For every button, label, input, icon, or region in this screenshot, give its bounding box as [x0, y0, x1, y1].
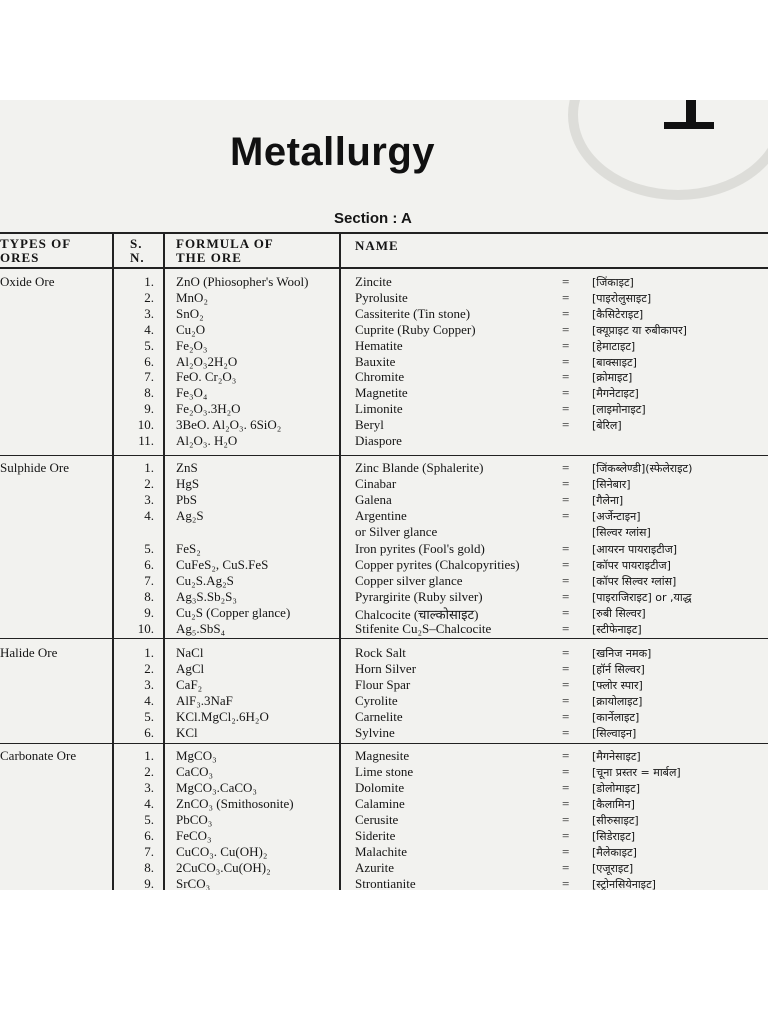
ore-name: Copper pyrites (Chalcopyrities): [355, 556, 520, 572]
ore-name-hindi: [कैलामिन]: [592, 798, 635, 811]
serial-number: 2.: [144, 289, 154, 305]
equals-sign: =: [562, 748, 570, 763]
serial-number: 11.: [138, 433, 154, 448]
serial-number: 7.: [144, 844, 154, 859]
ore-name: Iron pyrites (Fool's gold): [355, 540, 485, 556]
ore-name: Limonite: [355, 401, 403, 417]
equals-sign: =: [562, 876, 570, 890]
ore-name: Magnesite: [355, 748, 410, 763]
ore-name: Cyrolite: [355, 693, 398, 708]
ore-name-hindi: [हॉर्न सिल्वर]: [592, 663, 645, 676]
serial-number: 8.: [144, 385, 154, 401]
ore-formula: CaCO₃: [176, 764, 214, 779]
equals-sign: =: [562, 725, 570, 740]
equals-sign: =: [562, 645, 570, 660]
ore-name-hindi: [जिंकाइट]: [592, 276, 634, 289]
ore-formula: Al₂O₃. H₂O: [176, 433, 238, 448]
ore-formula: PbS: [176, 492, 197, 508]
equals-sign: =: [562, 764, 570, 779]
ore-formula: 3BeO. Al₂O₃. 6SiO₂: [176, 417, 282, 433]
ore-name-hindi: [खनिज नमक]: [592, 647, 652, 660]
ore-name: or Silver glance: [355, 524, 438, 540]
ore-name-hindi: [कॉपर पायराइटीज]: [592, 558, 671, 572]
ore-category-label: Sulphide Ore: [0, 460, 69, 475]
serial-number: 6.: [144, 725, 154, 740]
ore-name-hindi: [सिल्वर ग्लांस]: [592, 526, 651, 540]
ore-formula: HgS: [176, 476, 200, 492]
ore-name-hindi: [बाक्साइट]: [592, 355, 637, 369]
ore-name: Sylvine: [355, 725, 395, 740]
ore-name-hindi: [डोलोमाइट]: [592, 782, 640, 795]
equals-sign: =: [562, 321, 570, 337]
equals-sign: =: [562, 476, 570, 492]
ore-category-label: Oxide Ore: [0, 274, 55, 289]
equals-sign: =: [562, 677, 570, 692]
ore-name-hindi: [सीरुसाइट]: [592, 814, 639, 827]
equals-sign: =: [562, 812, 570, 827]
ore-formula: Cu₂S (Copper glance): [176, 604, 291, 620]
serial-number: 3.: [144, 492, 154, 508]
column-divider: [163, 232, 165, 890]
table-header-rule: [0, 267, 768, 269]
ore-formula: KCl.MgCl₂.6H₂O: [176, 709, 269, 724]
ore-formula: Cu₂S.Ag₂S: [176, 572, 234, 588]
ore-name: Magnetite: [355, 385, 408, 401]
ore-name: Pyrolusite: [355, 289, 408, 305]
ore-name-hindi: [पाइराजिराइट] or ,याद्ध: [592, 590, 692, 604]
serial-number: 5.: [144, 337, 154, 353]
ore-name: Dolomite: [355, 780, 405, 795]
equals-sign: =: [562, 780, 570, 795]
equals-sign: =: [562, 693, 570, 708]
column-divider: [112, 232, 114, 890]
ore-name: Lime stone: [355, 764, 414, 779]
ore-name: Beryl: [355, 417, 384, 433]
ore-name-hindi: [लाइमोनाइट]: [592, 403, 646, 417]
ore-name-hindi: [मैगनेसाइट]: [592, 750, 641, 763]
serial-number: 6.: [144, 556, 154, 572]
ore-name: Stifenite Cu₂S–Chalcocite: [355, 621, 492, 636]
ore-formula: Fe₃O₄: [176, 385, 208, 401]
ore-name-hindi: [हेमाटाइट]: [592, 339, 636, 353]
ore-name-hindi: [फ्लोर स्पार]: [592, 679, 643, 692]
equals-sign: =: [562, 860, 570, 875]
ore-formula: FeO. Cr₂O₃: [176, 369, 237, 385]
serial-number: 1.: [144, 748, 154, 763]
equals-sign: =: [562, 417, 570, 433]
serial-number: 2.: [144, 661, 154, 676]
ore-name-hindi: [सिनेबार]: [592, 478, 631, 492]
ore-formula: Cu₂O: [176, 321, 206, 337]
equals-sign: =: [562, 460, 570, 475]
ore-name-hindi: [कॉपर सिल्वर ग्लांस]: [592, 574, 677, 588]
equals-sign: =: [562, 353, 570, 369]
section-heading: Section : A: [334, 210, 412, 227]
table-top-rule: [0, 232, 768, 234]
equals-sign: =: [562, 828, 570, 843]
ore-formula: KCl: [176, 725, 198, 740]
serial-number: 5.: [144, 709, 154, 724]
serial-number: 2.: [144, 764, 154, 779]
serial-number: 5.: [144, 540, 154, 556]
equals-sign: =: [562, 709, 570, 724]
ore-category-label: Halide Ore: [0, 645, 58, 660]
ore-formula: CaF₂: [176, 677, 203, 692]
ore-name: Calamine: [355, 796, 405, 811]
serial-number: 4.: [144, 508, 154, 524]
equals-sign: =: [562, 508, 570, 524]
equals-sign: =: [562, 661, 570, 676]
ore-name: Azurite: [355, 860, 394, 875]
ore-name-hindi: [स्ट्रोनसियेनाइट]: [592, 878, 656, 890]
ore-name: Malachite: [355, 844, 407, 859]
equals-sign: =: [562, 401, 570, 417]
ore-formula: SrCO₃: [176, 876, 211, 890]
equals-sign: =: [562, 572, 570, 588]
ore-name: Zincite: [355, 274, 392, 289]
ore-formula: ZnS: [176, 460, 198, 475]
ore-name: Chalcocite (चाल्कोसाइट): [355, 606, 479, 622]
equals-sign: =: [562, 305, 570, 321]
serial-number: 4.: [144, 693, 154, 708]
ore-name: Cerusite: [355, 812, 399, 827]
chapter-number-mark: [664, 100, 714, 130]
group-separator: [0, 638, 768, 639]
ore-name-hindi: [एजूराइट]: [592, 862, 634, 875]
header-formula: FORMULA OF THE ORE: [176, 236, 274, 265]
equals-sign: =: [562, 337, 570, 353]
serial-number: 3.: [144, 780, 154, 795]
serial-number: 5.: [144, 812, 154, 827]
serial-number: 4.: [144, 796, 154, 811]
ore-name-hindi: [स्टीफेनाइट]: [592, 623, 642, 636]
serial-number: 4.: [144, 321, 154, 337]
ore-name-hindi: [मैलेकाइट]: [592, 846, 637, 859]
ore-name: Cinabar: [355, 476, 397, 492]
ore-name: Copper silver glance: [355, 572, 463, 588]
page-title: Metallurgy: [230, 130, 436, 174]
header-name: NAME: [355, 238, 399, 253]
ore-formula: 2CuCO₃.Cu(OH)₂: [176, 860, 271, 875]
ore-formula: AgCl: [176, 661, 205, 676]
equals-sign: =: [562, 289, 570, 305]
ore-name-hindi: [चूना प्रस्तर = मार्बल]: [592, 766, 681, 779]
serial-number: 10.: [137, 621, 154, 636]
ore-name: Galena: [355, 492, 392, 508]
serial-number: 8.: [144, 588, 154, 604]
ore-name-hindi: [सिल्वाइन]: [592, 727, 637, 740]
serial-number: 7.: [144, 572, 154, 588]
ore-formula: Fe₂O₃: [176, 337, 208, 353]
ore-name: Flour Spar: [355, 677, 411, 692]
serial-number: 9.: [144, 876, 154, 890]
ore-formula: NaCl: [176, 645, 204, 660]
ore-name-hindi: [क्रोमाइट]: [592, 371, 633, 385]
ore-name: Hematite: [355, 337, 403, 353]
ore-name-hindi: [पाइरोलुसाइट]: [592, 291, 652, 305]
ore-name: Carnelite: [355, 709, 403, 724]
ore-name-hindi: [अर्जेन्टाइन]: [592, 510, 641, 524]
group-separator: [0, 455, 768, 456]
group-separator: [0, 743, 768, 744]
equals-sign: =: [562, 796, 570, 811]
equals-sign: =: [562, 369, 570, 385]
ore-name: Diaspore: [355, 433, 402, 448]
ore-formula: ZnO (Phiosopher's Wool): [176, 274, 309, 289]
equals-sign: =: [562, 385, 570, 401]
serial-number: 1.: [144, 645, 154, 660]
header-types: TYPES OF ORES: [0, 236, 72, 265]
ore-formula: FeCO₃: [176, 828, 212, 843]
ore-formula: AlF₃.3NaF: [176, 693, 233, 708]
equals-sign: =: [562, 274, 570, 289]
ore-name-hindi: [मैगनेटाइट]: [592, 387, 639, 401]
serial-number: 9.: [144, 401, 154, 417]
serial-number: 7.: [144, 369, 154, 385]
serial-number: 1.: [144, 460, 154, 475]
serial-number: 6.: [144, 828, 154, 843]
ore-name-hindi: [बेरिल]: [592, 419, 622, 433]
serial-number: 1.: [144, 274, 154, 289]
equals-sign: =: [562, 540, 570, 556]
ore-name-hindi: [क्यूप्राइट या रुबीकापर]: [592, 323, 687, 337]
ore-name: Siderite: [355, 828, 396, 843]
ore-formula: Al₂O₃2H₂O: [176, 353, 238, 369]
ore-name-hindi: [रुबी सिल्वर]: [592, 606, 646, 620]
ore-formula: SnO₂: [176, 305, 204, 321]
ore-name: Argentine: [355, 508, 407, 524]
ore-formula: CuCO₃. Cu(OH)₂: [176, 844, 268, 859]
equals-sign: =: [562, 844, 570, 859]
ore-formula: Ag₅.SbS₄: [176, 621, 226, 636]
ore-formula: Ag₃S.Sb₂S₃: [176, 588, 237, 604]
ore-name-hindi: [कार्नेलाइट]: [592, 711, 640, 724]
equals-sign: =: [562, 588, 570, 604]
ore-category-label: Carbonate Ore: [0, 748, 77, 763]
serial-number: 3.: [144, 677, 154, 692]
ore-name-hindi: [क्रायोलाइट]: [592, 695, 643, 708]
serial-number: 8.: [144, 860, 154, 875]
serial-number: 9.: [144, 604, 154, 620]
ore-formula: CuFeS₂, CuS.FeS: [176, 556, 269, 572]
ore-formula: ZnCO₃ (Smithosonite): [176, 796, 294, 811]
serial-number: 3.: [144, 305, 154, 321]
ore-name: Horn Silver: [355, 661, 417, 676]
ore-name: Strontianite: [355, 876, 416, 890]
ore-formula: MnO₂: [176, 289, 208, 305]
serial-number: 6.: [144, 353, 154, 369]
serial-number: 2.: [144, 476, 154, 492]
textbook-page: [0, 100, 768, 890]
ore-formula: Ag₂S: [176, 508, 204, 524]
ore-formula: MgCO₃.CaCO₃: [176, 780, 257, 795]
ore-name: Zinc Blande (Sphalerite): [355, 460, 484, 475]
ore-formula: MgCO₃: [176, 748, 217, 763]
ore-name: Cuprite (Ruby Copper): [355, 321, 476, 337]
ore-name: Rock Salt: [355, 645, 406, 660]
ore-name: Cassiterite (Tin stone): [355, 305, 471, 321]
ore-formula: Fe₂O₃.3H₂O: [176, 401, 241, 417]
equals-sign: =: [562, 556, 570, 572]
equals-sign: =: [562, 492, 570, 508]
equals-sign: =: [562, 604, 570, 620]
ore-name-hindi: [सिडेराइट]: [592, 830, 636, 843]
serial-number: 10.: [137, 417, 154, 433]
ore-name-hindi: [आयरन पायराइटीज]: [592, 542, 678, 556]
ore-name-hindi: [जिंकब्लेण्डी](स्फेलेराइट): [592, 462, 693, 475]
header-serial: S. N.: [130, 236, 145, 265]
column-divider: [339, 232, 341, 890]
ore-formula: FeS₂: [176, 540, 201, 556]
ore-name: Pyrargirite (Ruby silver): [355, 588, 483, 604]
ore-name: Chromite: [355, 369, 405, 385]
ore-name-hindi: [कैसिटेराइट]: [592, 307, 644, 321]
ore-formula: PbCO₃: [176, 812, 213, 827]
ore-name: Bauxite: [355, 353, 396, 369]
ore-name-hindi: [गैलेना]: [592, 494, 624, 508]
equals-sign: =: [562, 621, 570, 636]
